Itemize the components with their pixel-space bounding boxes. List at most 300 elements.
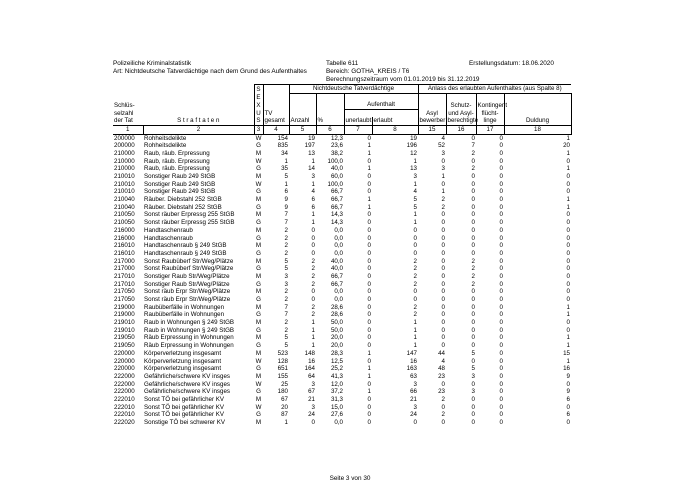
tat-key-cell: 210050: [114, 211, 135, 219]
sex-code-cell: M: [255, 257, 262, 265]
erlaubt-cell: 13: [410, 165, 417, 173]
unerlaubt-cell: 0: [367, 188, 371, 196]
nd-anzahl-cell: 3: [311, 173, 315, 181]
unerlaubt-cell: 0: [367, 419, 371, 427]
kontingentfluechtlinge-cell: 0: [499, 334, 503, 342]
asylbewerber-cell: 0: [441, 226, 445, 234]
report-subtitle: Art: Nichtdeutsche Tatverdächtige nach dem Grund des Aufenthaltes: [113, 68, 307, 75]
sex-code-cell: M: [255, 211, 262, 219]
schutzberechtigte-cell: 2: [471, 272, 475, 280]
sex-code-cell: G: [256, 365, 261, 373]
sex-code-cell: G: [256, 165, 261, 173]
tat-key-cell: 219000: [114, 303, 135, 311]
tat-key-cell: 217010: [114, 280, 135, 288]
schutzberechtigte-cell: 0: [471, 173, 475, 181]
asylbewerber-cell: 3: [441, 149, 445, 157]
straftat-name-cell: Gefährliche/schwere KV insges: [144, 380, 230, 388]
erlaubt-cell: 2: [413, 272, 417, 280]
table-row: [113, 188, 571, 196]
erlaubt-cell: 0: [413, 419, 417, 427]
table-row: [113, 311, 571, 319]
table-row: [113, 265, 571, 273]
tat-key-cell: 210000: [114, 157, 135, 165]
erlaubt-cell: 163: [406, 365, 417, 373]
erlaubt-cell: 0: [413, 288, 417, 296]
table-row: [113, 334, 571, 342]
tv-gesamt-cell: 5: [284, 257, 288, 265]
kontingentfluechtlinge-cell: 0: [499, 311, 503, 319]
erlaubt-cell: 66: [410, 388, 417, 396]
unerlaubt-cell: 1: [367, 196, 371, 204]
straftat-name-cell: Sonst räub Erpr Str/Weg/Plätze: [144, 296, 231, 304]
duldung-cell: 9: [566, 372, 570, 380]
erlaubt-cell: 196: [406, 142, 417, 150]
unerlaubt-cell: 0: [367, 357, 371, 365]
schutzberechtigte-cell: 5: [471, 349, 475, 357]
sex-code-cell: G: [256, 411, 261, 419]
nd-percent-cell: 100,0: [327, 180, 343, 188]
nd-percent-cell: 38,2: [330, 149, 343, 157]
nd-percent-cell: 50,0: [330, 326, 343, 334]
asylbewerber-cell: 0: [441, 180, 445, 188]
table-row: [113, 350, 571, 358]
unerlaubt-cell: 0: [367, 303, 371, 311]
tat-key-cell: 222010: [114, 395, 135, 403]
schutzberechtigte-cell: 7: [471, 142, 475, 150]
kontingentfluechtlinge-cell: 0: [499, 149, 503, 157]
straftat-name-cell: Sonstiger Raub Str/Weg/Plätze: [144, 272, 230, 280]
nd-percent-cell: 0,0: [334, 242, 343, 250]
erlaubt-cell: 0: [413, 296, 417, 304]
table-row: [113, 342, 571, 350]
kontingentfluechtlinge-cell: 0: [499, 211, 503, 219]
unerlaubt-cell: 0: [367, 234, 371, 242]
unerlaubt-cell: 0: [367, 211, 371, 219]
nd-percent-cell: 23,6: [330, 142, 343, 150]
erlaubt-cell: 0: [413, 226, 417, 234]
sex-code-cell: W: [255, 403, 262, 411]
tv-gesamt-cell: 35: [281, 165, 288, 173]
asylbewerber-cell: 0: [441, 326, 445, 334]
key-header: Schlüs-: [114, 101, 135, 109]
tat-key-cell: 216000: [114, 234, 135, 242]
schutzberechtigte-cell: 2: [471, 165, 475, 173]
duldung-header: Duldung: [504, 117, 571, 125]
kontingentfluechtlinge-cell: 0: [499, 342, 503, 350]
tat-key-cell: 222000: [114, 372, 135, 380]
erlaubt-cell: 63: [410, 372, 417, 380]
kontingentfluechtlinge-cell: 0: [499, 157, 503, 165]
tv-gesamt-cell: 651: [277, 365, 288, 373]
table-row: [113, 411, 571, 419]
schutzberechtigte-cell: 0: [471, 234, 475, 242]
asylbewerber-cell: 4: [441, 134, 445, 142]
sex-code-cell: M: [255, 173, 262, 181]
nd-percent-cell: 14,3: [330, 219, 343, 227]
nd-percent-cell: 14,3: [330, 211, 343, 219]
straftat-name-cell: Sonst TÖ bei gefährlicher KV: [144, 411, 225, 419]
nd-anzahl-cell: 0: [311, 249, 315, 257]
sex-code-cell: G: [256, 311, 261, 319]
tv-gesamt-cell: 7: [284, 303, 288, 311]
nd-anzahl-cell: 1: [311, 219, 315, 227]
unerlaubt-cell: 0: [367, 134, 371, 142]
schutzberechtigte-cell: 0: [471, 326, 475, 334]
tat-key-cell: 217000: [114, 265, 135, 273]
straftat-name-cell: Handtaschenraub § 249 StGB: [144, 242, 227, 250]
unerlaubt-cell: 0: [367, 311, 371, 319]
duldung-cell: 0: [566, 188, 570, 196]
nd-percent-cell: 40,0: [330, 257, 343, 265]
tat-key-cell: 222010: [114, 403, 135, 411]
duldung-cell: 0: [566, 280, 570, 288]
aufenthalt-header: Aufenthalt: [344, 101, 418, 109]
percent-header: %: [316, 117, 344, 125]
nd-percent-cell: 0,0: [334, 226, 343, 234]
nd-percent-cell: 40,0: [330, 265, 343, 273]
nd-anzahl-cell: 2: [311, 311, 315, 319]
table-row: [113, 165, 571, 173]
table-header: S Nichtdeutsche Tatverdächtige Anlass des erlaubten Aufenthaltes (aus Spalte 8) E Schlüs- X Aufenthalt Schutz- Kontingent selzahl U TV Asyl und Asyl- flücht- der Tat S t r a f t a t e n S gesamt Anzahl % unerlaubt erlaubt bewerber berechtigte linge Duldung 1 2 3 4 5 6 7 8 15 16 17 18: [113, 85, 571, 135]
table-row: [113, 273, 571, 281]
schutzberechtigte-cell: 3: [471, 372, 475, 380]
nd-anzahl-cell: 0: [311, 226, 315, 234]
asylbewerber-cell: 0: [441, 334, 445, 342]
tat-key-cell: 219050: [114, 342, 135, 350]
kontingentfluechtlinge-cell: 0: [499, 142, 503, 150]
table-row: [113, 211, 571, 219]
sex-code-cell: G: [256, 249, 261, 257]
tv-gesamt-cell: 5: [284, 342, 288, 350]
nd-percent-cell: 66,7: [330, 188, 343, 196]
straftat-name-cell: Handtaschenraub § 249 StGB: [144, 249, 227, 257]
unerlaubt-cell: 0: [367, 342, 371, 350]
sex-code-cell: G: [256, 296, 261, 304]
straftat-name-cell: Räuber. Diebstahl 252 StGB: [144, 203, 222, 211]
unerlaubt-cell: 1: [367, 349, 371, 357]
statistics-table: [113, 84, 571, 427]
schutzberechtigte-cell: 0: [471, 203, 475, 211]
nd-percent-cell: 50,0: [330, 319, 343, 327]
duldung-cell: 1: [566, 203, 570, 211]
unerlaubt-cell: 0: [367, 280, 371, 288]
erlaubt-cell: 1: [413, 180, 417, 188]
tat-key-cell: 210050: [114, 219, 135, 227]
duldung-cell: 0: [566, 173, 570, 181]
erlaubt-cell: 0: [413, 242, 417, 250]
table-row: [113, 158, 571, 166]
nd-anzahl-cell: 1: [311, 334, 315, 342]
nd-percent-cell: 28,6: [330, 311, 343, 319]
table-row: [113, 404, 571, 412]
table-row: [113, 381, 571, 389]
nd-anzahl-cell: 164: [304, 365, 315, 373]
column-number-row: 1 2 3 4 5 6 7 8 15 16 17 18: [113, 125, 571, 134]
duldung-cell: 1: [566, 134, 570, 142]
table-row: [113, 388, 571, 396]
duldung-cell: 1: [566, 165, 570, 173]
kontingentfluechtlinge-cell: 0: [499, 288, 503, 296]
straftat-name-cell: Räub Erpressung in Wohnungen: [144, 334, 234, 342]
nd-anzahl-cell: 1: [311, 211, 315, 219]
erlaubt-cell: 1: [413, 326, 417, 334]
nd-percent-cell: 28,6: [330, 303, 343, 311]
tat-key-cell: 217050: [114, 288, 135, 296]
unerlaubt-cell: 0: [367, 326, 371, 334]
duldung-cell: 1: [566, 149, 570, 157]
unerlaubt-cell: 1: [367, 203, 371, 211]
nd-percent-cell: 0,0: [334, 296, 343, 304]
sex-code-cell: G: [256, 188, 261, 196]
nd-percent-cell: 100,0: [327, 157, 343, 165]
asylbewerber-cell: 44: [438, 349, 445, 357]
nd-anzahl-cell: 3: [311, 380, 315, 388]
kontingentfluechtlinge-cell: 0: [499, 357, 503, 365]
unerlaubt-cell: 1: [367, 142, 371, 150]
nd-anzahl-cell: 2: [311, 257, 315, 265]
table-row: [113, 296, 571, 304]
kontingentfluechtlinge-cell: 0: [499, 242, 503, 250]
tv-gesamt-cell: 1: [284, 180, 288, 188]
straftat-name-cell: Sonstiger Raub Str/Weg/Plätze: [144, 280, 230, 288]
nd-percent-cell: 25,2: [330, 365, 343, 373]
asylbewerber-cell: 0: [441, 311, 445, 319]
group-nichtdeutsche: Nichtdeutsche Tatverdächtige: [289, 85, 418, 94]
duldung-cell: 0: [566, 242, 570, 250]
tv-gesamt-cell: 128: [277, 357, 288, 365]
table-row: [113, 134, 571, 142]
nd-percent-cell: 27,6: [330, 411, 343, 419]
schutzberechtigte-cell: 0: [471, 380, 475, 388]
sex-code-cell: W: [255, 357, 262, 365]
tat-key-cell: 222010: [114, 411, 135, 419]
straftat-name-cell: Raubüberfälle in Wohnungen: [144, 303, 225, 311]
unerlaubt-cell: 1: [367, 149, 371, 157]
erlaubt-cell: 21: [410, 395, 417, 403]
sex-code-cell: G: [256, 280, 261, 288]
erlaubt-cell: 19: [410, 134, 417, 142]
tv-gesamt-cell: 3: [284, 272, 288, 280]
sex-code-cell: M: [255, 242, 262, 250]
asylbewerber-cell: 3: [441, 165, 445, 173]
tv-gesamt-cell: 154: [277, 134, 288, 142]
duldung-cell: 0: [566, 249, 570, 257]
sex-code-cell: W: [255, 380, 262, 388]
sex-code-cell: W: [255, 180, 262, 188]
tv-gesamt-cell: 5: [284, 265, 288, 273]
tv-gesamt-cell: 2: [284, 319, 288, 327]
unerlaubt-cell: 0: [367, 226, 371, 234]
straftat-name-cell: Rohheitsdelikte: [144, 134, 187, 142]
erlaubt-cell: 2: [413, 303, 417, 311]
unerlaubt-cell: 0: [367, 257, 371, 265]
tat-key-cell: 210040: [114, 203, 135, 211]
table-row: [113, 150, 571, 158]
calculation-period: Berechnungszeitraum vom 01.01.2019 bis 31.12.2019: [326, 76, 480, 83]
unerlaubt-cell: 0: [367, 319, 371, 327]
report-source: Polizeiliche Kriminalstatistik: [113, 60, 192, 67]
duldung-cell: 1: [566, 357, 570, 365]
unerlaubt-cell: 0: [367, 180, 371, 188]
tv-gesamt-cell: 67: [281, 395, 288, 403]
nd-percent-cell: 37,2: [330, 388, 343, 396]
tv-gesamt-cell: 25: [281, 380, 288, 388]
straftat-name-cell: Handtaschenraub: [144, 226, 193, 234]
schutzberechtigte-cell: 2: [471, 149, 475, 157]
sex-code-cell: M: [255, 349, 262, 357]
tat-key-cell: 217000: [114, 257, 135, 265]
table-row: [113, 281, 571, 289]
nd-anzahl-cell: 6: [311, 196, 315, 204]
sex-code-cell: M: [255, 272, 262, 280]
nd-percent-cell: 20,0: [330, 342, 343, 350]
table-row: [113, 219, 571, 227]
kontingentfluechtlinge-cell: 0: [499, 296, 503, 304]
tat-key-cell: 222000: [114, 388, 135, 396]
sex-code-cell: G: [256, 326, 261, 334]
tv-gesamt-cell: 1: [284, 419, 288, 427]
asylbewerber-cell: 0: [441, 419, 445, 427]
straftat-name-cell: Räuber. Diebstahl 252 StGB: [144, 196, 222, 204]
schutzberechtigte-cell: 0: [471, 411, 475, 419]
unerlaubt-cell: 0: [367, 380, 371, 388]
schutzberechtigte-cell: 0: [471, 242, 475, 250]
table-row: [113, 319, 571, 327]
asylbewerber-cell: 0: [441, 219, 445, 227]
asylbewerber-cell: 0: [441, 288, 445, 296]
sex-code-cell: W: [255, 134, 262, 142]
nd-anzahl-cell: 0: [311, 419, 315, 427]
nd-percent-cell: 0,0: [334, 234, 343, 242]
tat-key-cell: 210000: [114, 149, 135, 157]
nd-percent-cell: 41,3: [330, 372, 343, 380]
nd-anzahl-cell: 2: [311, 265, 315, 273]
duldung-cell: 0: [566, 257, 570, 265]
kontingentfluechtlinge-cell: 0: [499, 319, 503, 327]
erlaubt-cell: 3: [413, 173, 417, 181]
schutzberechtigte-cell: 0: [471, 395, 475, 403]
tv-gesamt-cell: 2: [284, 288, 288, 296]
region-label: Bereich: GOTHA_KREIS / T6: [326, 68, 410, 75]
asylbewerber-cell: 23: [438, 388, 445, 396]
tv-gesamt-cell: 2: [284, 326, 288, 334]
schutzberechtigte-cell: 0: [471, 342, 475, 350]
erlaubt-cell: 1: [413, 219, 417, 227]
tat-key-cell: 210010: [114, 173, 135, 181]
schutzberechtigte-cell: 0: [471, 296, 475, 304]
asylbewerber-cell: 0: [441, 280, 445, 288]
tat-key-cell: 219010: [114, 326, 135, 334]
tat-key-cell: 210040: [114, 196, 135, 204]
schutzberechtigte-cell: 0: [471, 311, 475, 319]
schutzberechtigte-cell: 0: [471, 334, 475, 342]
straftat-name-cell: Körperverletzung insgesamt: [144, 357, 222, 365]
straftat-name-cell: Sonst räuber Erpressg 255 StGB: [144, 219, 235, 227]
asylbewerber-cell: 2: [441, 411, 445, 419]
tv-gesamt-cell: 3: [284, 280, 288, 288]
nd-anzahl-cell: 1: [311, 157, 315, 165]
nd-anzahl-cell: 3: [311, 403, 315, 411]
table-row: [113, 419, 571, 427]
erlaubt-cell: 1: [413, 157, 417, 165]
tat-key-cell: 217010: [114, 272, 135, 280]
duldung-cell: 0: [566, 326, 570, 334]
duldung-cell: 6: [566, 411, 570, 419]
kontingentfluechtlinge-cell: 0: [499, 188, 503, 196]
schutzberechtigte-cell: 0: [471, 219, 475, 227]
schutzberechtigte-cell: 0: [471, 134, 475, 142]
asylbewerber-cell: 0: [441, 303, 445, 311]
kontingentfluechtlinge-cell: 0: [499, 265, 503, 273]
tv-gesamt-cell: 2: [284, 296, 288, 304]
straftat-name-cell: Raubüberfälle in Wohnungen: [144, 311, 225, 319]
kontingentfluechtlinge-cell: 0: [499, 134, 503, 142]
tv-gesamt-cell: 155: [277, 372, 288, 380]
kontingentfluechtlinge-cell: 0: [499, 219, 503, 227]
asylbewerber-cell: 0: [441, 265, 445, 273]
table-row: [113, 250, 571, 258]
erlaubt-cell: 4: [413, 188, 417, 196]
duldung-cell: 1: [566, 334, 570, 342]
kontingentfluechtlinge-cell: 0: [499, 380, 503, 388]
asylbewerber-cell: 2: [441, 203, 445, 211]
duldung-cell: 0: [566, 319, 570, 327]
duldung-cell: 0: [566, 226, 570, 234]
group-anlass: Anlass des erlaubten Aufenthaltes (aus Spalte 8): [418, 85, 571, 94]
asylbewerber-cell: 23: [438, 372, 445, 380]
straftat-name-cell: Rohheitsdelikte: [144, 142, 187, 150]
schutzberechtigte-cell: 2: [471, 280, 475, 288]
kontingentfluechtlinge-cell: 0: [499, 372, 503, 380]
duldung-cell: 0: [566, 272, 570, 280]
table-row: [113, 304, 571, 312]
kontingentfluechtlinge-cell: 0: [499, 411, 503, 419]
unerlaubt-cell: 1: [367, 388, 371, 396]
sex-code-cell: G: [256, 265, 261, 273]
tat-key-cell: 210010: [114, 180, 135, 188]
straftaten-header: S t r a f t a t e n: [177, 117, 220, 125]
schutzberechtigte-cell: 0: [471, 211, 475, 219]
schutzberechtigte-cell: 0: [471, 419, 475, 427]
straftat-name-cell: Raub, räub. Erpressung: [144, 149, 210, 157]
sex-code-cell: M: [255, 149, 262, 157]
sex-code-cell: G: [256, 234, 261, 242]
asylbewerber-cell: 2: [441, 395, 445, 403]
sex-code-cell: M: [255, 334, 262, 342]
duldung-cell: 0: [566, 380, 570, 388]
tv-gesamt-cell: 2: [284, 226, 288, 234]
erlaubt-cell: 147: [406, 349, 417, 357]
duldung-cell: 16: [563, 365, 570, 373]
nd-percent-cell: 28,3: [330, 349, 343, 357]
schutzberechtigte-cell: 0: [471, 288, 475, 296]
asylbewerber-cell: 4: [441, 357, 445, 365]
schutzberechtigte-cell: 0: [471, 180, 475, 188]
asylbewerber-cell: 1: [441, 188, 445, 196]
sex-code-cell: G: [256, 342, 261, 350]
tat-key-cell: 217050: [114, 296, 135, 304]
tv-gesamt-cell: 2: [284, 234, 288, 242]
nd-anzahl-cell: 21: [308, 395, 315, 403]
tat-key-cell: 220000: [114, 349, 135, 357]
tat-key-cell: 222000: [114, 380, 135, 388]
table-row: [113, 365, 571, 373]
kontingentfluechtlinge-cell: 0: [499, 249, 503, 257]
straftat-name-cell: Raub in Wohnungen § 249 StGB: [144, 319, 235, 327]
straftat-name-cell: Sonst TÖ bei gefährlicher KV: [144, 403, 225, 411]
tv-gesamt-cell: 87: [281, 411, 288, 419]
kontingentfluechtlinge-cell: 0: [499, 173, 503, 181]
